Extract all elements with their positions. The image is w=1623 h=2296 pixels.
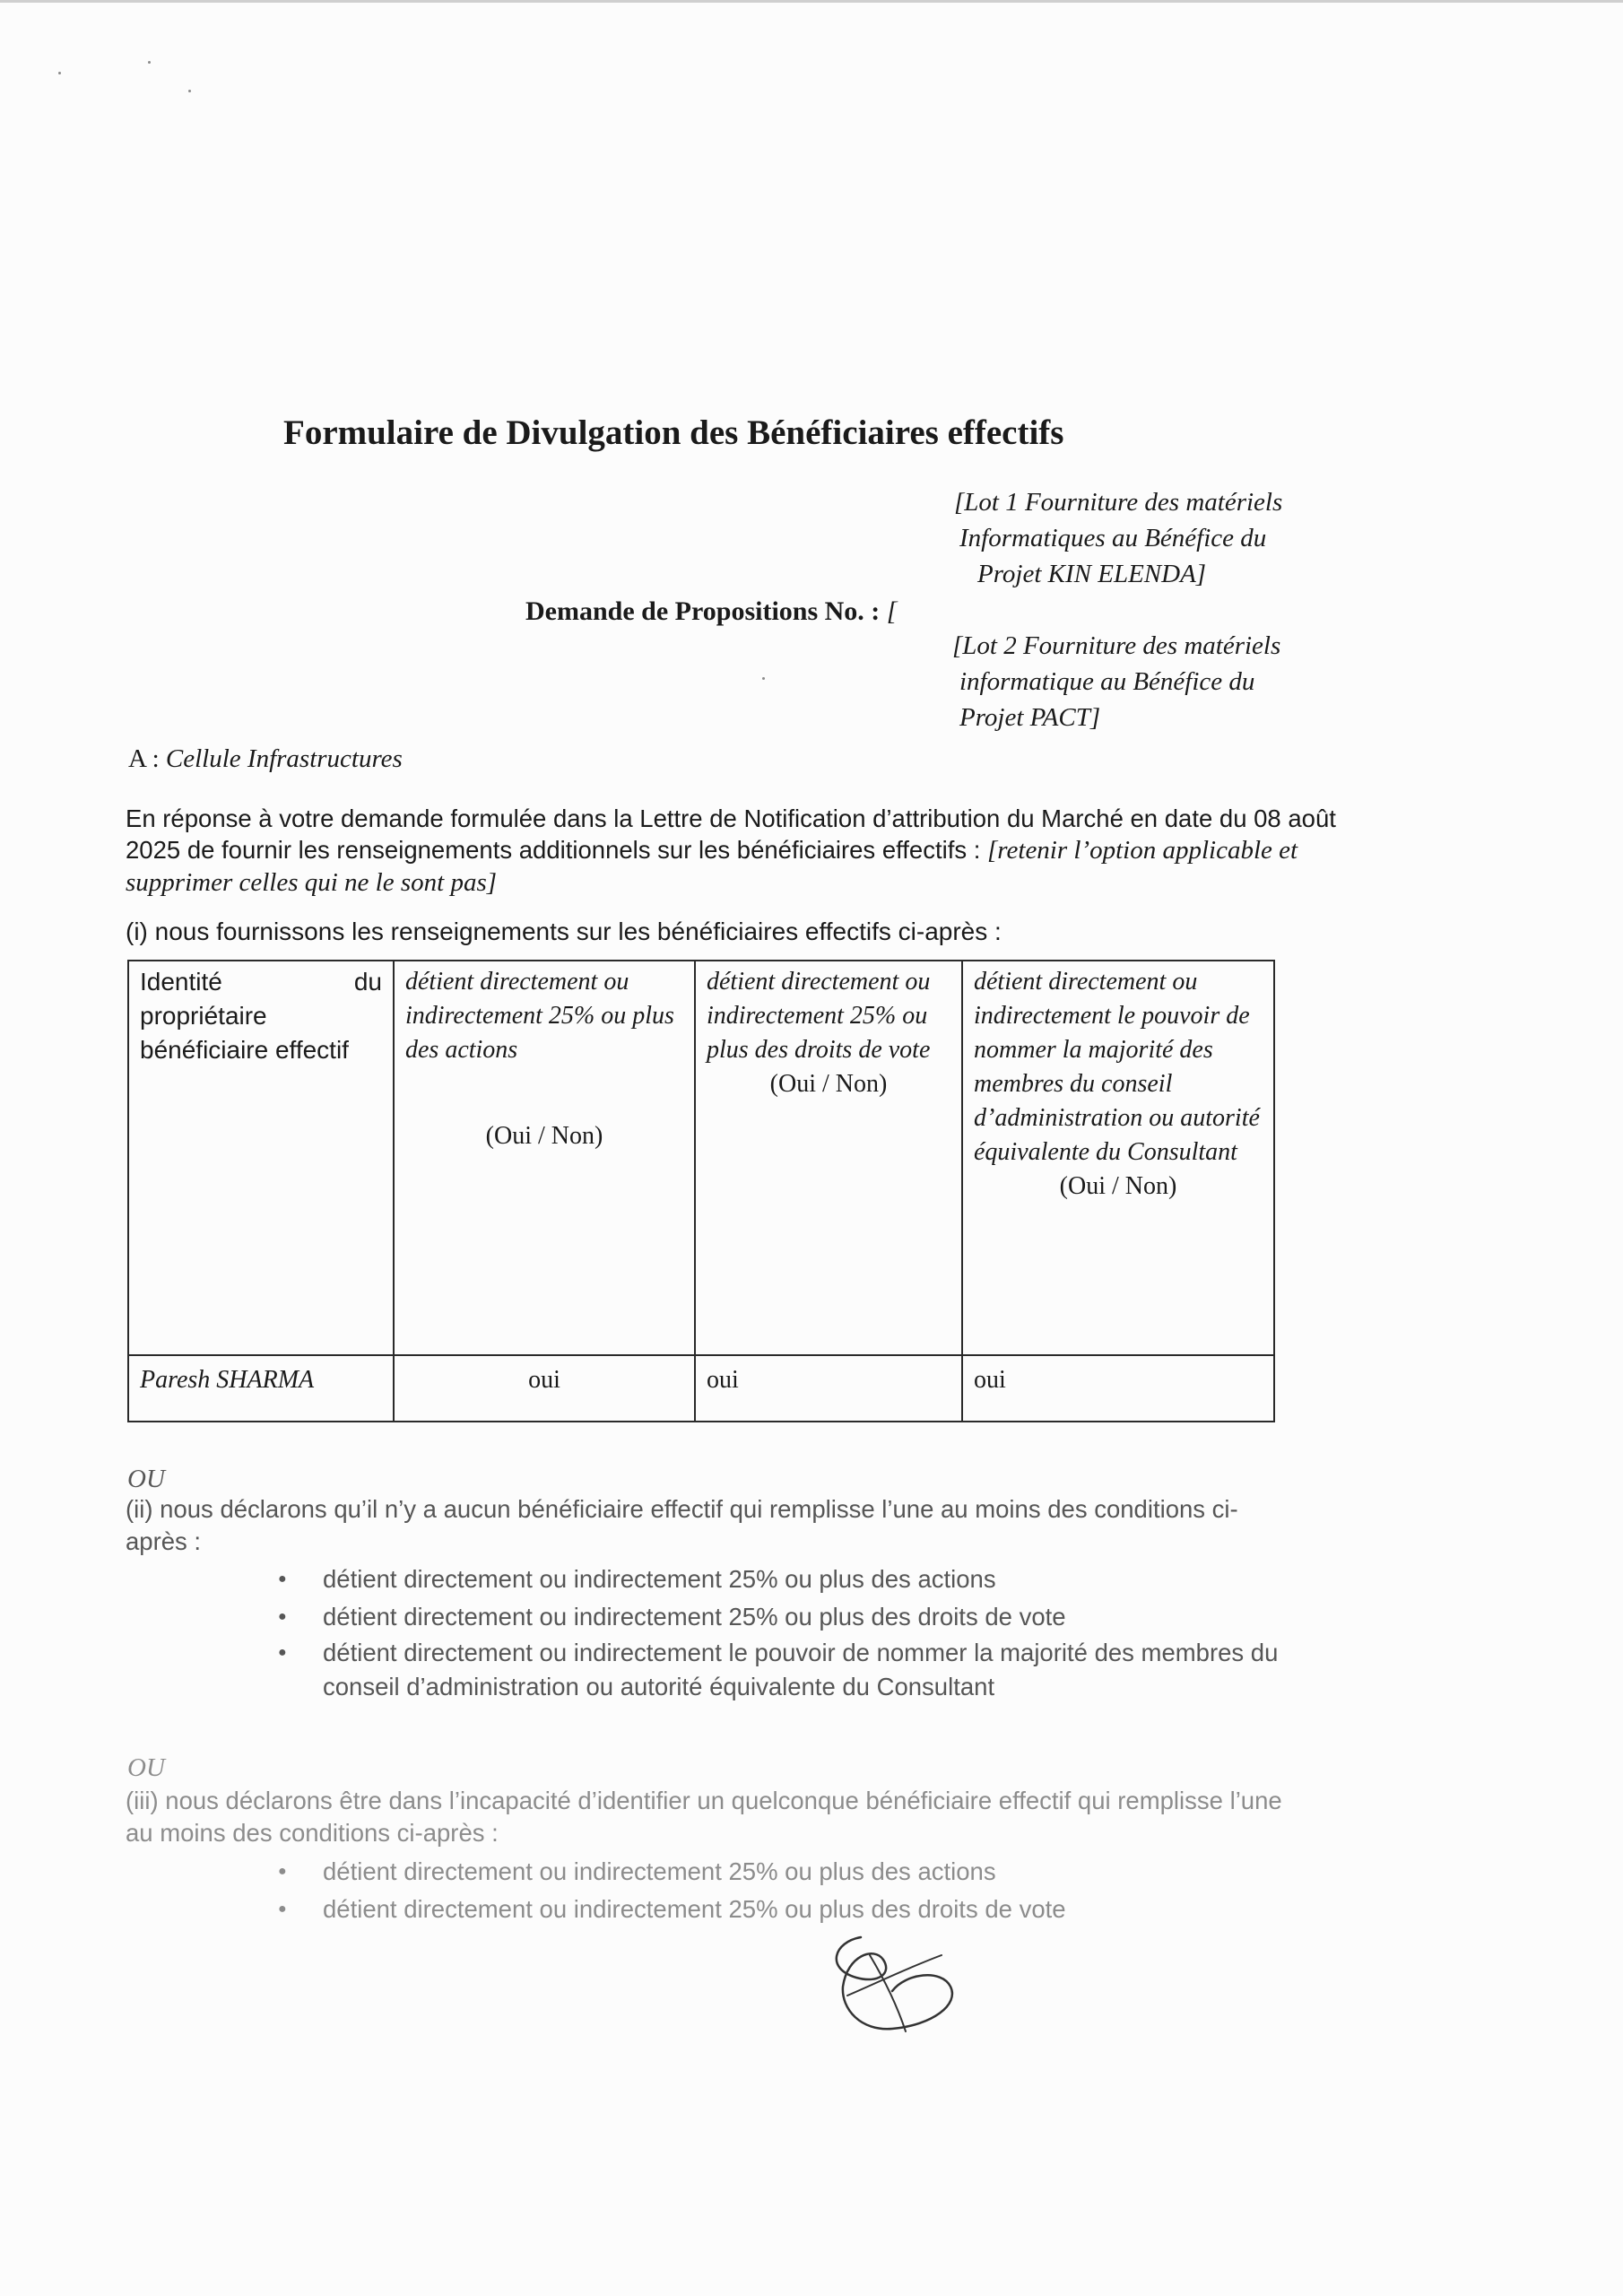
option-3-ou: OU: [127, 1753, 165, 1782]
demande-bracket: [: [886, 596, 898, 626]
list-item: ● détient directement ou indirectement 25% ou plus des actions: [323, 1853, 1300, 1891]
list-item: ● détient directement ou indirectement 25% ou plus des actions: [323, 1561, 1300, 1598]
demande-label: Demande de Propositions No. :: [525, 596, 881, 626]
option-2-ou: OU: [127, 1465, 165, 1493]
form-title: Formulaire de Divulgation des Bénéficiaires effectifs: [283, 413, 1064, 452]
list-item: ● détient directement ou indirectement 25% ou plus des droits de vote: [323, 1598, 1300, 1636]
header-votes-text: détient directement ou indirectement 25% ou plus des droits de vote: [707, 968, 931, 1064]
header-actions-text: détient directement ou indirectement 25% ou plus des actions: [405, 968, 674, 1064]
recipient-label: A :: [128, 744, 160, 773]
header-pouvoir: [962, 961, 1274, 1355]
lot-2-line: Projet PACT]: [959, 703, 1101, 732]
scan-top-edge: [0, 0, 1623, 3]
header-pouvoir-text: détient directement ou indirectement le pouvoir de nommer la majorité des membres du conseil d’administration ou autorité équivalente du Consultant: [974, 968, 1260, 1166]
list-item: ● détient directement ou indirectement 25% ou plus des droits de vote: [323, 1891, 1300, 1928]
scan-speck: [148, 61, 151, 64]
header-votes: [695, 961, 962, 1355]
header-actions-oui-non: (Oui / Non): [485, 1122, 603, 1150]
intro-instruction: [retenir l’option applicable et supprimer celles qui ne le sont pas]: [126, 836, 1298, 897]
option-3-text: (iii) nous déclarons être dans l’incapacité d’identifier un quelconque bénéficiaire effectif qui remplisse l’une au moins des conditions ci-après :: [126, 1787, 1282, 1847]
header-pouvoir-oui-non: (Oui / Non): [1059, 1172, 1177, 1200]
list-item: ● détient directement ou indirectement le pouvoir de nommer la majorité des membres du conseil d’administration ou autorité équivalente du Consultant: [323, 1636, 1300, 1704]
scan-speck: [762, 677, 765, 680]
cell-pouvoir-value: oui: [962, 1355, 1274, 1422]
header-identity-word: Identité: [140, 968, 222, 996]
demande-propositions: [525, 596, 897, 627]
header-identity-rest: propriétaire bénéficiaire effectif: [140, 1002, 349, 1064]
option-2-conditions: [323, 1561, 1300, 1704]
option-1-text: (i) nous fournissons les renseignements sur les bénéficiaires effectifs ci-après :: [126, 918, 1002, 945]
recipient-value: Cellule Infrastructures: [165, 744, 403, 773]
intro-text: En réponse à votre demande formulée dans la Lettre de Notification d’attribution du Marché en date du 08 août 2025 de fournir les renseignements additionnels sur les bénéficiaires effectifs :: [126, 804, 1336, 864]
cell-actions-value: oui: [394, 1355, 695, 1422]
header-votes-oui-non: (Oui / Non): [769, 1070, 888, 1098]
table-header-row: [128, 961, 1274, 1355]
header-identity: [128, 961, 394, 1355]
beneficiary-table: [127, 960, 1275, 1422]
option-3-conditions: [323, 1853, 1300, 1928]
header-actions: [394, 961, 695, 1355]
lot-1-line: Projet KIN ELENDA]: [977, 560, 1207, 588]
intro-paragraph: [126, 803, 1363, 899]
lot-1-line: [Lot 1 Fourniture des matériels: [954, 488, 1283, 517]
signature: [807, 1919, 986, 2054]
lot-1-line: Informatiques au Bénéfice du: [959, 524, 1267, 552]
table-row: [128, 1355, 1274, 1422]
lot-2-line: informatique au Bénéfice du: [959, 667, 1255, 696]
option-2-text: (ii) nous déclarons qu’il n’y a aucun bénéficiaire effectif qui remplisse l’une au moins des conditions ci-après :: [126, 1495, 1238, 1555]
scan-speck: [188, 90, 191, 92]
cell-votes-value: oui: [695, 1355, 962, 1422]
recipient: [128, 744, 403, 774]
lot-1-block: [954, 484, 1456, 592]
scan-speck: [58, 72, 61, 74]
lot-2-line: [Lot 2 Fourniture des matériels: [952, 631, 1281, 660]
header-identity-du: du: [353, 968, 382, 996]
lot-2-block: [952, 628, 1454, 735]
cell-beneficiary-name: Paresh SHARMA: [128, 1355, 394, 1422]
